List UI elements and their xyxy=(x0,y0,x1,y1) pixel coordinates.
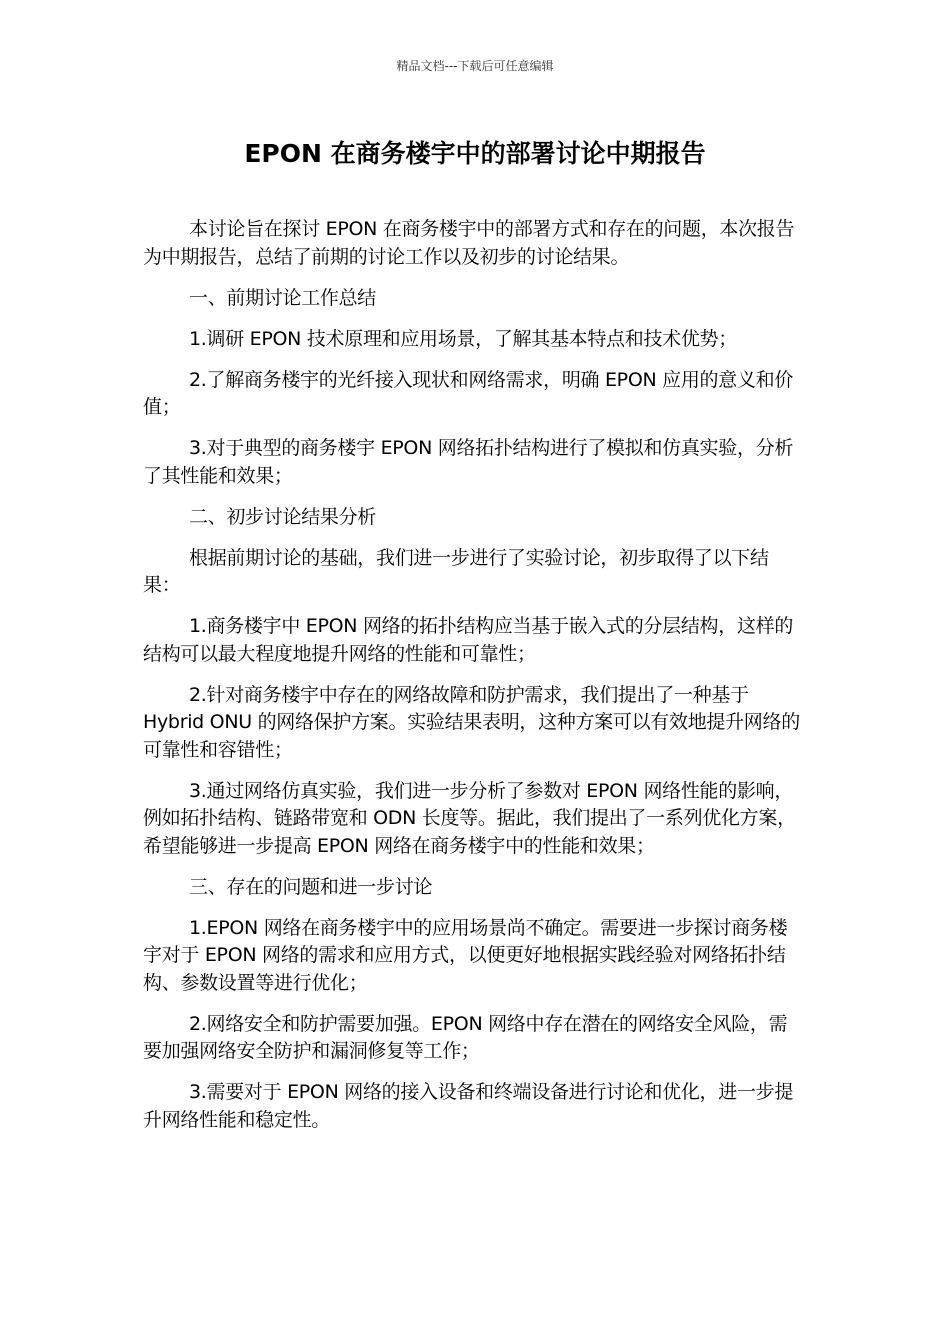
list-item: 1.调研 EPON 技术原理和应用场景，了解其基本特点和技术优势； xyxy=(189,327,737,350)
list-item: 3.对于典型的商务楼宇 EPON 网络拓扑结构进行了模拟和仿真实验，分析了其性能和效果； xyxy=(143,437,794,487)
section-heading-3: 三、存在的问题和进一步讨论 xyxy=(189,875,433,898)
list-item: 3.需要对于 EPON 网络的接入设备和终端设备进行讨论和优化，进一步提升网络性能和稳定性。 xyxy=(143,1081,794,1131)
list-item: 2.针对商务楼宇中存在的网络故障和防护需求，我们提出了一种基于 Hybrid ONU 的网络保护方案。实验结果表明，这种方案可以有效地提升网络的可靠性和容错性； xyxy=(143,683,800,761)
section-heading-1: 一、前期讨论工作总结 xyxy=(189,286,377,309)
section-heading-2: 二、初步讨论结果分析 xyxy=(189,505,377,528)
list-item: 2.了解商务楼宇的光纤接入现状和网络需求，明确 EPON 应用的意义和价值； xyxy=(143,368,794,418)
list-item: 2.网络安全和防护需要加强。EPON 网络中存在潜在的网络安全风险，需要加强网络安全防护和漏洞修复等工作； xyxy=(143,1012,788,1062)
body-paragraph: 根据前期讨论的基础，我们进一步进行了实验讨论，初步取得了以下结果： xyxy=(143,546,769,596)
list-item: 1.EPON 网络在商务楼宇中的应用场景尚不确定。需要进一步探讨商务楼宇对于 EPON 网络的需求和应用方式，以便更好地根据实践经验对网络拓扑结构、参数设置等进行优化； xyxy=(143,916,788,994)
list-item: 1.商务楼宇中 EPON 网络的拓扑结构应当基于嵌入式的分层结构，这样的结构可以最大程度地提升网络的性能和可靠性； xyxy=(143,615,794,665)
header-note: 精品文档---下载后可任意编辑 xyxy=(396,59,554,73)
list-item: 3.通过网络仿真实验，我们进一步分析了参数对 EPON 网络性能的影响，例如拓扑结构、链路带宽和 ODN 长度等。据此，我们提出了一系列优化方案，希望能够进一步提高 EPON 网络在商务楼宇中的性能和效果； xyxy=(143,779,796,857)
document-body xyxy=(143,216,805,1148)
document-title: EPON 在商务楼宇中的部署讨论中期报告 xyxy=(244,139,706,168)
intro-paragraph: 本讨论旨在探讨 EPON 在商务楼宇中的部署方式和存在的问题，本次报告为中期报告，总结了前期的讨论工作以及初步的讨论结果。 xyxy=(143,218,795,268)
